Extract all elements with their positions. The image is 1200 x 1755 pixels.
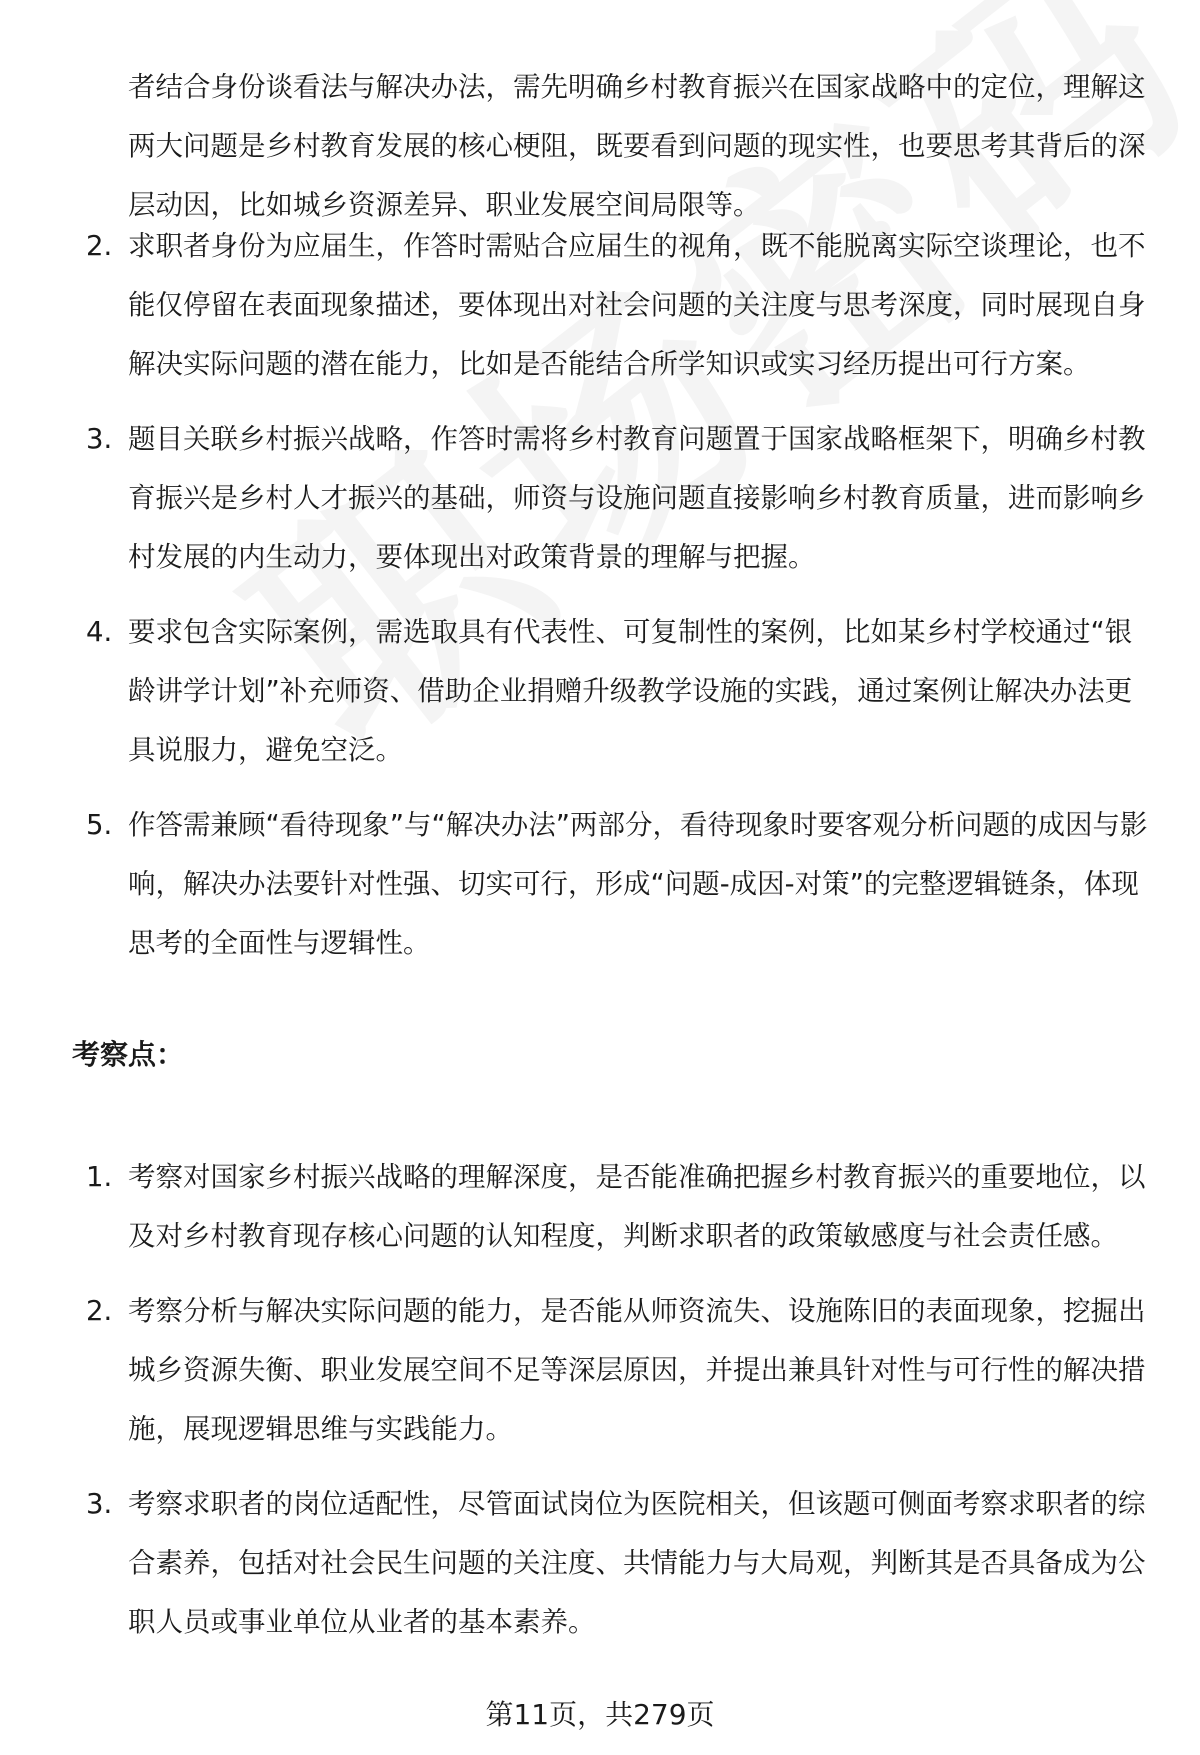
list-item xyxy=(0,1148,1148,1266)
page-footer: 第11页，共279页 xyxy=(485,1698,715,1731)
section-title: 考察点： xyxy=(72,1038,185,1071)
list-text: 作答需兼顾“看待现象”与“解决办法”两部分，看待现象时要客观分析问题的成因与影响，解决办法要针对性强、切实可行，形成“问题-成因-对策”的完整逻辑链条，体现思考的全面性与逻辑性。 xyxy=(128,809,1148,959)
list-text: 要求包含实际案例，需选取具有代表性、可复制性的案例，比如某乡村学校通过“银龄讲学计划”补充师资、借助企业捐赠升级教学设施的实践，通过案例让解决办法更具说服力，避免空泛。 xyxy=(128,616,1133,766)
list-text: 求职者身份为应届生，作答时需贴合应届生的视角，既不能脱离实际空谈理论，也不能仅停留在表面现象描述，要体现出对社会问题的关注度与思考深度，同时展现自身解决实际问题的潜在能力，比如是否能结合所学知识或实习经历提出可行方案。 xyxy=(128,230,1146,380)
exam-points-list xyxy=(0,1148,1200,1652)
list-number: 4. xyxy=(86,616,113,648)
list-item xyxy=(0,796,1148,973)
list-number: 1. xyxy=(86,1161,113,1193)
list-item xyxy=(0,217,1148,394)
list-item xyxy=(0,410,1148,587)
list-item xyxy=(0,603,1148,780)
list-item xyxy=(0,1475,1148,1652)
intro-paragraph: 者结合身份谈看法与解决办法，需先明确乡村教育振兴在国家战略中的定位，理解这两大问题是乡村教育发展的核心梗阻，既要看到问题的现实性，也要思考其背后的深层动因，比如城乡资源差异、职业发展空间局限等。 xyxy=(128,71,1146,221)
list-text: 题目关联乡村振兴战略，作答时需将乡村教育问题置于国家战略框架下，明确乡村教育振兴是乡村人才振兴的基础，师资与设施问题直接影响乡村教育质量，进而影响乡村发展的内生动力，要体现出对政策背景的理解与把握。 xyxy=(128,423,1146,573)
list-number: 3. xyxy=(86,1488,113,1520)
list-text: 考察对国家乡村振兴战略的理解深度，是否能准确把握乡村教育振兴的重要地位，以及对乡村教育现存核心问题的认知程度，判断求职者的政策敏感度与社会责任感。 xyxy=(128,1161,1146,1252)
list-number: 3. xyxy=(86,423,113,455)
list-item xyxy=(0,1282,1148,1459)
list-number: 2. xyxy=(86,1295,113,1327)
list-text: 考察求职者的岗位适配性，尽管面试岗位为医院相关，但该题可侧面考察求职者的综合素养，包括对社会民生问题的关注度、共情能力与大局观，判断其是否具备成为公职人员或事业单位从业者的基本素养。 xyxy=(128,1488,1146,1638)
list-number: 5. xyxy=(86,809,113,841)
analysis-list xyxy=(0,217,1200,973)
list-number: 2. xyxy=(86,230,113,262)
list-text: 考察分析与解决实际问题的能力，是否能从师资流失、设施陈旧的表面现象，挖掘出城乡资源失衡、职业发展空间不足等深层原因，并提出兼具针对性与可行性的解决措施，展现逻辑思维与实践能力。 xyxy=(128,1295,1146,1445)
